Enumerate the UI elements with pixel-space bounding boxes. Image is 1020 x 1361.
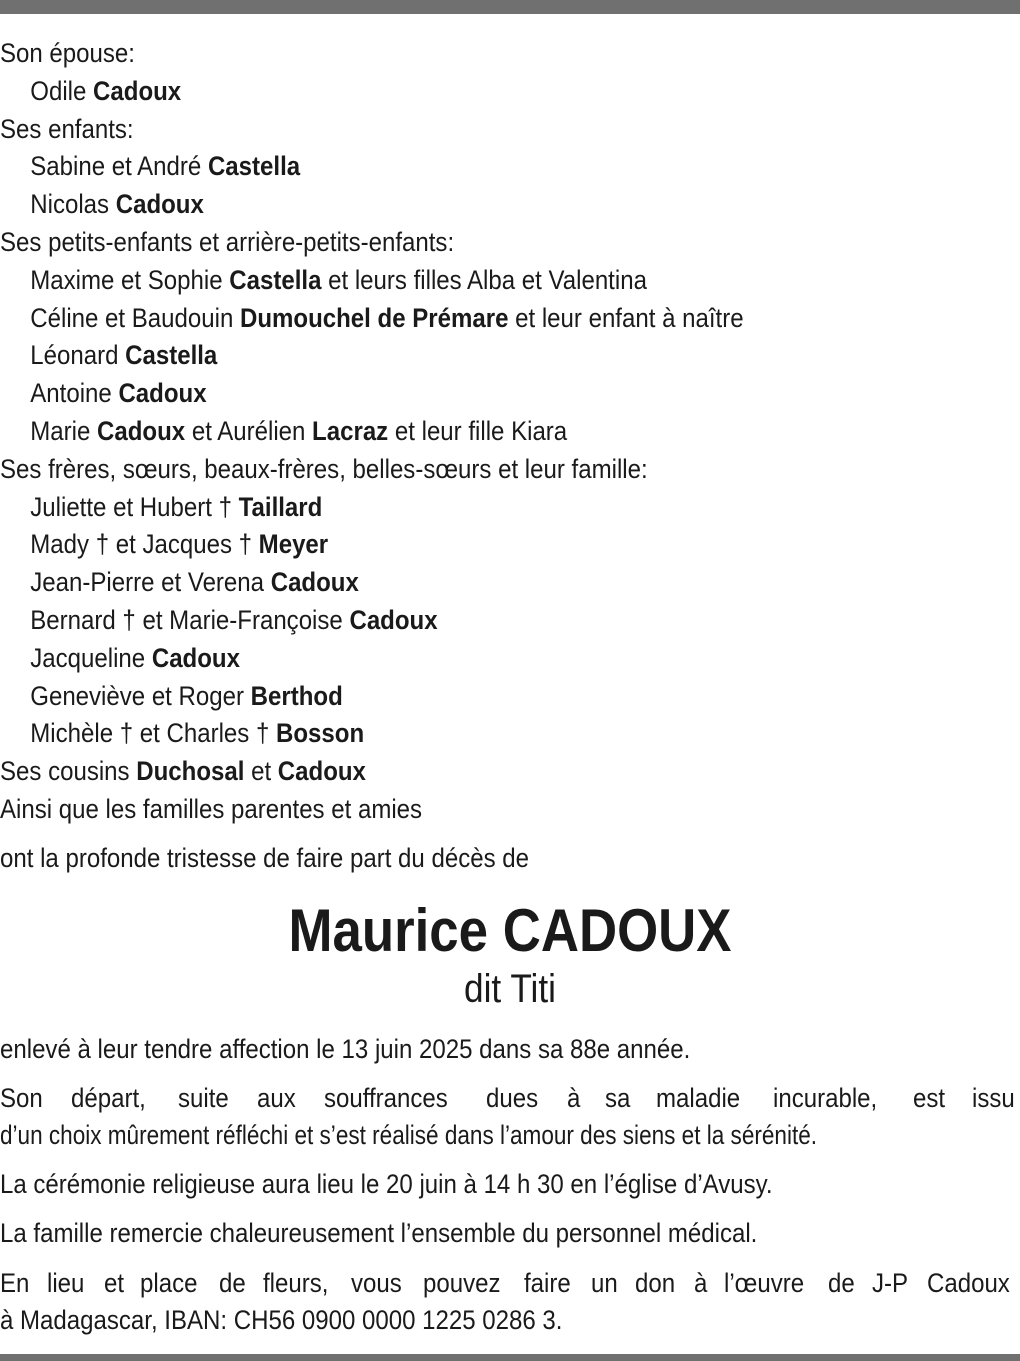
family-surname: Lacraz (312, 415, 389, 446)
family-text: Ses petits-enfants et arrière-petits-enfants: (0, 226, 455, 257)
family-surname: Cadoux (97, 415, 186, 446)
word: suite (177, 1083, 229, 1113)
word: Son (0, 1083, 43, 1113)
family-surname: Castella (125, 340, 218, 371)
family-surname: Cadoux (349, 604, 438, 635)
family-surname: Castella (207, 151, 301, 182)
word: fleurs, (263, 1268, 329, 1298)
donation-paragraph (0, 1265, 1020, 1339)
family-surname: Meyer (258, 529, 329, 560)
family-text: Mady † et Jacques † (30, 529, 259, 560)
family-line (0, 224, 908, 262)
word: incurable, (773, 1083, 878, 1113)
word: l’œuvre (723, 1268, 804, 1298)
word: un (590, 1268, 618, 1298)
family-text: Marie (30, 415, 98, 446)
family-surname: Cadoux (151, 642, 240, 673)
family-surname: Dumouchel de Prémare (240, 302, 509, 333)
family-surname: Berthod (250, 680, 343, 711)
family-line (0, 375, 908, 413)
family-text: Ses frères, sœurs, beaux-frères, belles-sœurs et leur famille: (0, 453, 648, 484)
family-line (0, 300, 908, 338)
family-text: Juliette et Hubert † (30, 491, 239, 522)
word: issu (971, 1083, 1015, 1113)
departure-line-1 (0, 1080, 1020, 1117)
family-text: et leur fille Kiara (388, 415, 568, 446)
word: maladie (655, 1083, 741, 1113)
family-line (0, 35, 908, 73)
family-text: Bernard † et Marie-Françoise (30, 604, 350, 635)
family-text: Jean-Pierre et Verena (30, 567, 271, 598)
family-line (0, 715, 908, 753)
word: à (694, 1268, 708, 1298)
family-text: Nicolas (30, 189, 116, 220)
family-surname: Cadoux (115, 189, 204, 220)
family-line (0, 262, 908, 300)
donation-line-2: à Madagascar, IBAN: CH56 0900 0000 1225 0286 3. (0, 1305, 563, 1335)
word: vous (351, 1268, 402, 1298)
top-rule (0, 0, 1020, 14)
family-line (0, 640, 908, 678)
death-notice-paragraph: enlevé à leur tendre affection le 13 juin 2025 dans sa 88e année. (0, 1034, 691, 1064)
donation-line-1 (0, 1265, 1020, 1302)
departure-line-2: d’un choix mûrement réfléchi et s’est réalisé dans l’amour des siens et la sérénité. (0, 1120, 818, 1150)
word: de (827, 1268, 855, 1298)
word: faire (523, 1268, 571, 1298)
word: de (219, 1268, 246, 1298)
family-surname: Cadoux (277, 756, 366, 787)
family-surname: Cadoux (93, 75, 182, 106)
family-line (0, 489, 908, 527)
family-line (0, 111, 908, 149)
family-line (0, 451, 908, 489)
family-line (0, 678, 908, 716)
family-text: Odile (30, 75, 94, 106)
family-surname: Cadoux (270, 567, 359, 598)
family-text: Ses enfants: (0, 113, 134, 144)
family-line (0, 526, 908, 564)
departure-paragraph (0, 1080, 1020, 1154)
announcement-intro: ont la profonde tristesse de faire part du décès de (0, 843, 529, 873)
family-text: et leurs filles Alba et Valentina (321, 264, 647, 295)
family-line (0, 413, 908, 451)
word: pouvez (422, 1268, 501, 1298)
family-text: Maxime et Sophie (30, 264, 230, 295)
word: sa (604, 1083, 631, 1113)
family-line (0, 602, 908, 640)
word: place (140, 1268, 198, 1298)
thanks-paragraph: La famille remercie chaleureusement l’ensemble du personnel médical. (0, 1218, 758, 1248)
word: est (913, 1083, 946, 1113)
word: En (0, 1268, 30, 1298)
family-line (0, 73, 908, 111)
word: aux (257, 1083, 297, 1113)
family-text: Ainsi que les familles parentes et amies (0, 793, 423, 824)
ceremony-paragraph: La cérémonie religieuse aura lieu le 20 juin à 14 h 30 en l’église d’Avusy. (0, 1169, 773, 1199)
family-line (0, 791, 908, 829)
deceased-name: Maurice CADOUX (288, 897, 732, 964)
family-line (0, 753, 908, 791)
family-text: Son épouse: (0, 38, 135, 68)
family-text: Léonard (30, 340, 126, 371)
family-text: Michèle † et Charles † (30, 718, 277, 749)
family-surname: Cadoux (118, 378, 207, 409)
family-line (0, 564, 908, 602)
bottom-rule (0, 1354, 1020, 1361)
word: et (103, 1268, 124, 1298)
word: J-P (872, 1268, 909, 1298)
family-text: Sabine et André (30, 151, 208, 182)
family-text: Jacqueline (30, 642, 152, 673)
word: lieu (47, 1268, 85, 1298)
word: à (566, 1083, 581, 1113)
word: départ, (70, 1083, 146, 1113)
family-line (0, 337, 908, 375)
family-text: et leur enfant à naître (508, 302, 744, 333)
family-surname: Taillard (238, 491, 323, 522)
family-list (0, 35, 1020, 829)
family-text: et Aurélien (185, 415, 313, 446)
deceased-nickname: dit Titi (464, 967, 556, 1011)
family-text: Antoine (30, 378, 119, 409)
family-surname: Castella (229, 264, 322, 295)
word: Cadoux (926, 1268, 1010, 1298)
family-line (0, 148, 908, 186)
family-text: et (244, 756, 278, 787)
family-surname: Duchosal (136, 756, 245, 787)
word: dues (485, 1083, 538, 1113)
family-surname: Bosson (276, 718, 365, 749)
family-line (0, 186, 908, 224)
word: don (634, 1268, 676, 1298)
family-text: Geneviève et Roger (30, 680, 251, 711)
word: souffrances (323, 1083, 448, 1113)
family-text: Céline et Baudouin (30, 302, 241, 333)
family-text: Ses cousins (0, 756, 137, 787)
